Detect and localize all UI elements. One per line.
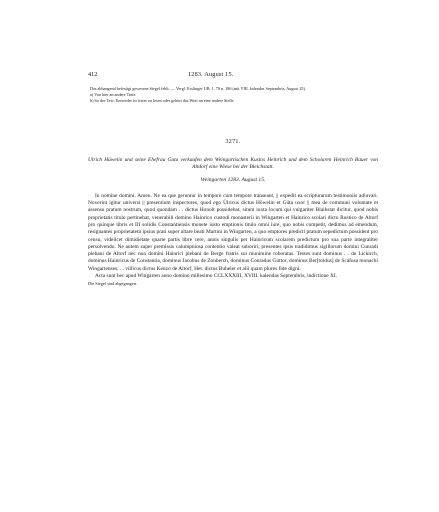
body-paragraph-dating: Acta sunt hec apud Wingarten anno domino millesimo CCLXXXIII, XVIII. kalendas Septembris, indictione XI. [95, 273, 338, 280]
running-title: 1283. August 15. [188, 71, 234, 78]
running-head [88, 70, 378, 80]
document-page [88, 70, 378, 288]
footnote-a: a) Von hier an andere Tinte. [90, 92, 137, 98]
document-regest: Ulrich Hüwelin und seine Ehefrau Guta verkaufen dem Weingartischen Kustos Heinrich und dem Scholaren Heinrich Bauer von Altdorf eine Wiese bei der Bleichstatt. [88, 156, 378, 171]
document-number: 3271. [225, 138, 241, 145]
seal-note: Die Siegel sind abgegangen. [88, 281, 137, 287]
page-number: 412 [88, 71, 98, 78]
document-place-date: Weingarten 1283. August 15. [200, 176, 266, 183]
body-paragraph-main: In nomine domini. Amen. Ne ea que geruntur in tempore cum tempore transeant, || expedit ea scripturarum testimoniis adiuvari. Noverint igitur universi || presentium inspectores, quod ego Ülricus dictus Höwelin et Güta uxor || mea de communi voluntate et assensu pratum nostrum, quod quondam . . dictus Honolt possidebat, situm iuxta locum qui vulgariter Blaihstat dicitur, quod nobis proprietatis titulo pertinebat, venerabili domino Hainrico custodi monasterii in Wingarten et Hainrico scolari dicto Rustico de Altorf pro quinque libris et III solidis Constantiensis monete iusto emptionis titulo omni iure, quo nobis competit, dedimus ad emendum, resignantes proprietatem ipsius prati super altare beati Martini in Wingarten, a quo emptores predicti pratum sepedictum possident pro censu, videlicet dimidietate quarte partis libre cere, annis singulis per Hainricum scolarem predictum pro sua parte integraliter persolvendo. Ne autem super premissis calumpniosa contentio valeat suboriri, presentes ipsis tradidimus sigillorum domini Cunradi plebani de Altorf nec non domini Hainrici plebani de Berge fratris sui munimine roboratas. Testes sunt dominus . . de Lickirch, dominus Hainricus de Constantia, dominus Jacobus de Zonberch, dominus Conradus Guttor, dominus Ber[toldus] de Scafusa monachi Wingartenses, . . villicus dictus Kenzo de Altorf, Her. dictus Buheler et alii quam plures fide digni. [88, 192, 378, 272]
previous-document-footnotes [88, 86, 378, 105]
footnote-b: b) So der Text. Entweder ist frater zu lesen oder gehört das Wort an eine andere Stelle. [90, 98, 235, 104]
document-body [88, 193, 378, 281]
footnote-seal-reference: Das abhangend befestigt gewesene Siegel fehlt. — Vergl. Esslinger UB. 1, 70 n. 186 (mit VIII. kalendas Septembris, August 25). [90, 86, 306, 91]
